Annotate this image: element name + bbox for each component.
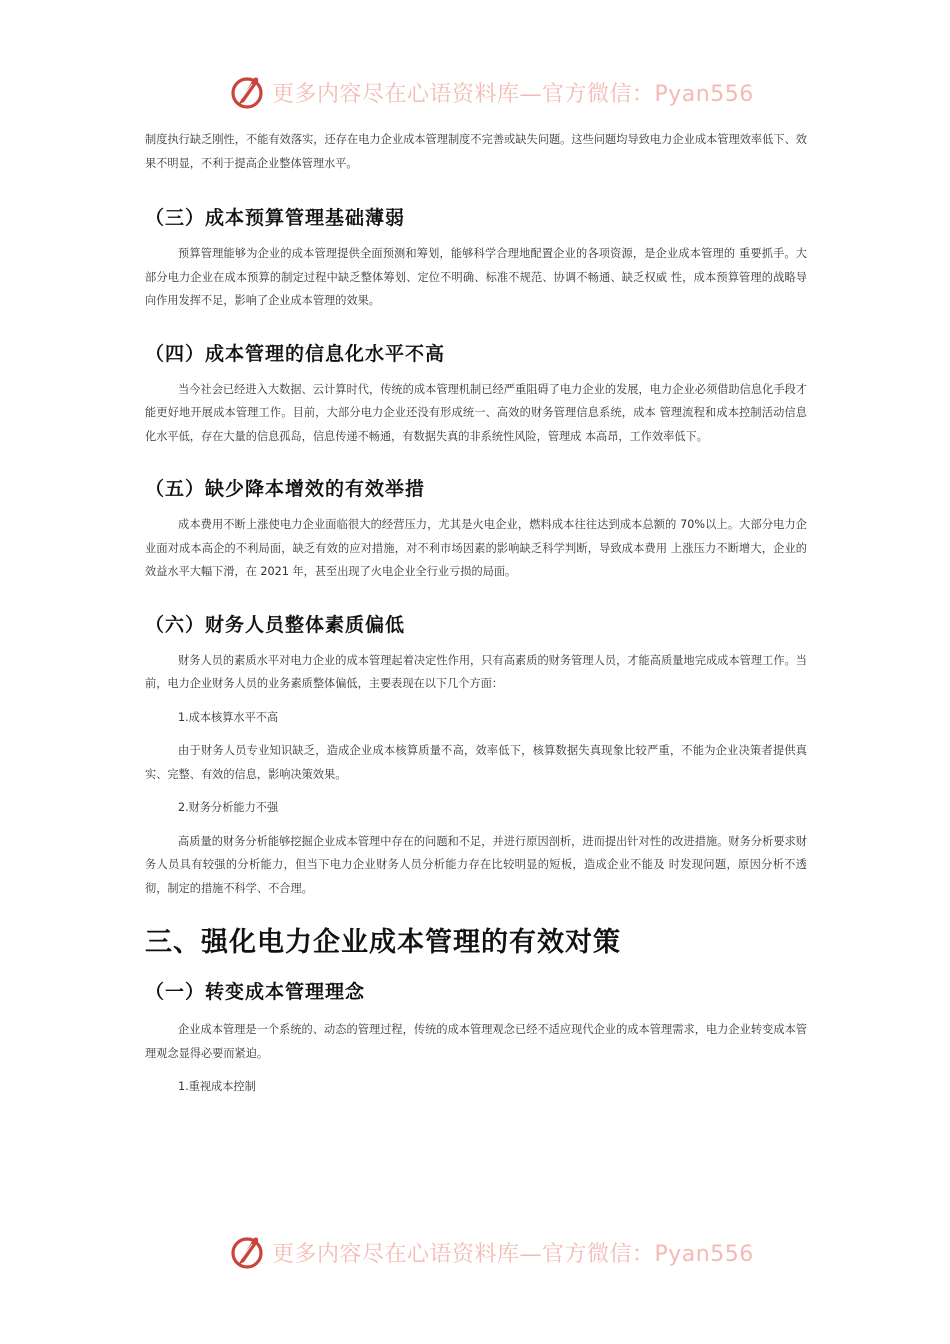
banner-text: 更多内容尽在心语资料库—官方微信：Pyan556 (272, 1241, 754, 1267)
paragraph-6-1: 由于财务人员专业知识缺乏，造成企业成本核算质量不高，效率低下，核算数据失真现象比较严重，不能为企业决策者提供真实、完整、有效的信息，影响决策效果。 (145, 744, 807, 781)
section-heading-3-1: （一）转变成本管理理念 (145, 981, 366, 1003)
subheading-6-1: 1.成本核算水平不高 (178, 710, 279, 724)
section-heading-6: （六）财务人员整体素质偏低 (145, 613, 406, 636)
paragraph-4: 当今社会已经进入大数据、云计算时代，传统的成本管理机制已经严重阻碍了电力企业的发展，电力企业必须借助信息化手段才能更好地开展成本管理工作。目前，大部分电力企业还没有形成统一、高效的财务管理信息系统，成本 管理流程和成本控制活动信息化水平低，存在大量的信息孤岛，信息传递不畅通，有数据失真的非系统性风险，管理成 本高昂，工作效率低下。 (145, 382, 807, 443)
chapter-heading-3: 三、强化电力企业成本管理的有效对策 (145, 927, 621, 958)
paragraph-3-1: 企业成本管理是一个系统的、动态的管理过程，传统的成本管理观念已经不适应现代企业的成本管理需求，电力企业转变成本管理观念显得必要而紧迫。 (145, 1023, 807, 1060)
footer-banner (0, 1230, 950, 1274)
paragraph-3: 预算管理能够为企业的成本管理提供全面预测和筹划，能够科学合理地配置企业的各项资源，是企业成本管理的 重要抓手。大部分电力企业在成本预算的制定过程中缺乏整体筹划、定位不明确、标准不规范、协调不畅通、缺乏权威 性，成本预算管理的战略导向作用发挥不足，影响了企业成本管理的效果。 (145, 247, 807, 307)
document-body (145, 128, 807, 1099)
header-banner (0, 70, 950, 114)
section-heading-4: （四）成本管理的信息化水平不高 (145, 342, 446, 365)
feather-pen-logo-icon (228, 72, 268, 112)
section-heading-5: （五）缺少降本增效的有效举措 (145, 478, 426, 500)
paragraph-5: 成本费用不断上涨使电力企业面临很大的经营压力，尤其是火电企业，燃料成本往往达到成本总额的 70%以上。大部分电力企业面对成本高企的不利局面，缺乏有效的应对措施，对不利市场因素的影响缺乏科学判断，导致成本费用 上涨压力不断增大，企业的效益水平大幅下滑，在 2021 年，甚至出现了火电企业全行业亏损的局面。 (145, 518, 807, 578)
banner-text: 更多内容尽在心语资料库—官方微信：Pyan556 (272, 81, 754, 107)
subheading-3-1-1: 1.重视成本控制 (178, 1080, 256, 1093)
feather-pen-logo-icon (228, 1232, 268, 1272)
section-heading-3: （三）成本预算管理基础薄弱 (145, 207, 406, 229)
paragraph-6-2: 高质量的财务分析能够挖掘企业成本管理中存在的问题和不足，并进行原因剖析，进而提出针对性的改进措施。财务分析要求财务人员具有较强的分析能力，但当下电力企业财务人员分析能力存在比较明显的短板，造成企业不能及 时发现问题，原因分析不透彻，制定的措施不科学、不合理。 (145, 834, 807, 895)
subheading-6-2: 2.财务分析能力不强 (178, 801, 279, 814)
paragraph-6: 财务人员的素质水平对电力企业的成本管理起着决定性作用，只有高素质的财务管理人员，才能高质量地完成成本管理工作。当前，电力企业财务人员的业务素质整体偏低，主要表现在以下几个方面： (145, 653, 807, 690)
paragraph-intro: 制度执行缺乏刚性，不能有效落实，还存在电力企业成本管理制度不完善或缺失问题。这些问题均导致电力企业成本管理效率低下、效果不明显，不利于提高企业整体管理水平。 (145, 133, 807, 170)
